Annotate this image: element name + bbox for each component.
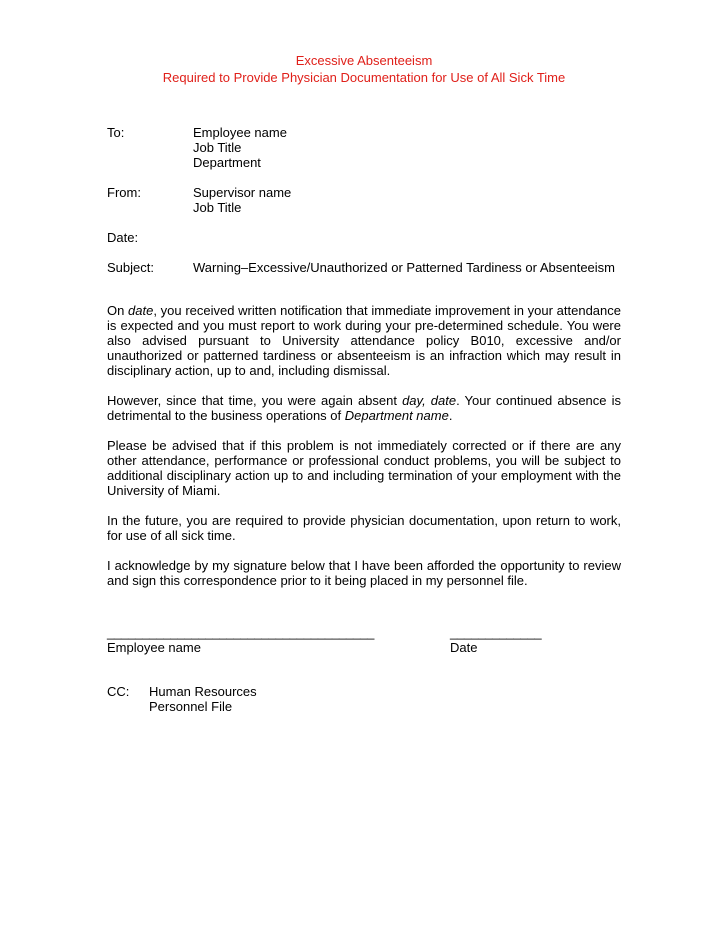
p2-middle: . Your continued absence is detrimental to the business operations of (107, 393, 621, 423)
cc-label: CC: (107, 684, 130, 699)
memo-to-row (107, 125, 621, 170)
p2-department-placeholder: Department name (344, 408, 449, 423)
memo-date-row (107, 230, 621, 245)
cc-personnel-file: Personnel File (149, 699, 233, 714)
p1-date-placeholder: date (128, 303, 154, 318)
letter-title: Excessive Absenteeism (295, 53, 433, 68)
p2-prefix: However, since that time, you were again absent (107, 393, 403, 408)
memo-to-title: Job Title (193, 140, 242, 155)
paragraph-requirement: In the future, you are required to provide physician documentation, upon return to work, for use of all sick time. (107, 513, 621, 543)
paragraph-absence (107, 393, 621, 423)
memo-block (107, 125, 621, 275)
paragraph-warning: Please be advised that if this problem is not immediately corrected or if there are any other attendance, performance or professional conduct problems, you will be subject to additional disciplinary action up to and including termination of your employment with the University of Miami. (107, 438, 621, 498)
employee-signature-label: Employee name (107, 640, 201, 655)
memo-to-name: Employee name (193, 125, 287, 140)
memo-to-label: To: (107, 125, 125, 140)
date-signature-label: Date (450, 640, 478, 655)
letter-body (107, 303, 621, 603)
p2-daydate-placeholder: day, date (402, 393, 457, 408)
memo-to-department: Department (193, 155, 261, 170)
cc-human-resources: Human Resources (149, 684, 257, 699)
memo-subject-value: Warning–Excessive/Unauthorized or Patterned Tardiness or Absenteeism (193, 260, 615, 275)
p1-prefix: On (107, 303, 129, 318)
date-signature-line: _____________ (450, 625, 542, 640)
memo-from-name: Supervisor name (193, 185, 292, 200)
memo-from-label: From: (107, 185, 141, 200)
paragraph-notification (107, 303, 621, 378)
p2-end: . (448, 408, 453, 423)
letter-subtitle: Required to Provide Physician Documentation for Use of All Sick Time (162, 70, 566, 85)
memo-date-label: Date: (107, 230, 139, 245)
memo-subject-label: Subject: (107, 260, 154, 275)
memo-subject-row (107, 260, 621, 275)
paragraph-acknowledgement: I acknowledge by my signature below that I have been afforded the opportunity to review and sign this correspondence prior to it being placed in my personnel file. (107, 558, 621, 588)
letter-header (107, 52, 621, 86)
memo-from-title: Job Title (193, 200, 242, 215)
memo-from-row (107, 185, 621, 215)
employee-signature-line: ______________________________________ (107, 625, 375, 640)
p1-rest: , you received written notification that immediate improvement in your attendance is expected and you must report to work during your pre-determined schedule. You were also advised pursuant to University attendance policy B010, excessive and/or unauthorized or patterned tardiness or absenteeism is an infraction which may result in disciplinary action, up to and, including dismissal. (107, 303, 621, 378)
cc-block (107, 684, 257, 714)
